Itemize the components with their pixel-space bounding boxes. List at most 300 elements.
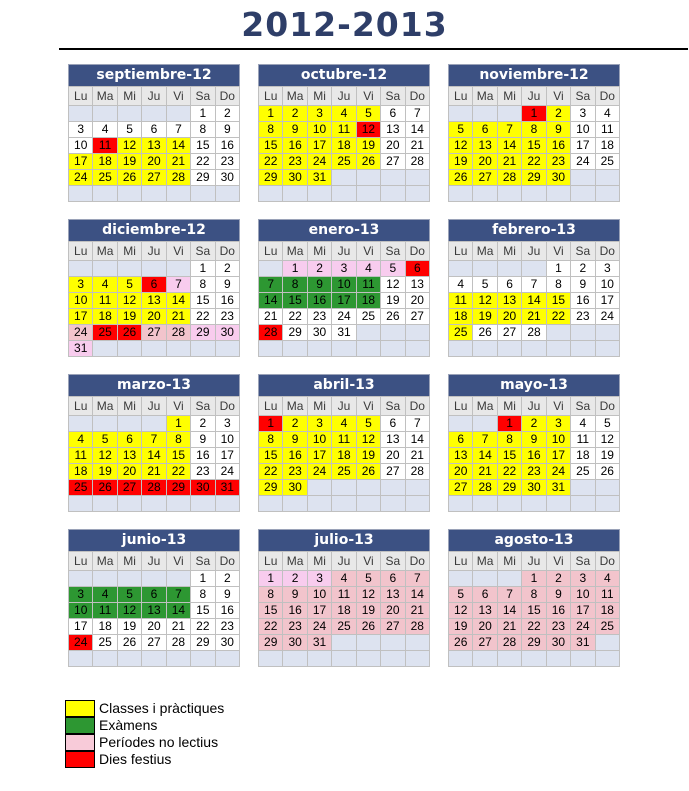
day-cell: 31: [547, 480, 571, 496]
day-cell: 4: [332, 571, 356, 587]
day-cell: 15: [498, 448, 522, 464]
day-cell: 17: [332, 293, 356, 309]
day-cell: 16: [216, 138, 240, 154]
month-days-grid: [448, 241, 620, 357]
day-cell: 30: [283, 635, 307, 651]
day-cell: 24: [216, 464, 240, 480]
empty-cell: [571, 651, 595, 667]
empty-cell: [332, 170, 356, 186]
day-cell: 20: [118, 464, 142, 480]
day-cell: 24: [69, 635, 93, 651]
empty-cell: [406, 480, 430, 496]
day-cell: 30: [283, 480, 307, 496]
month-title: diciembre-12: [68, 219, 240, 241]
empty-cell: [142, 571, 166, 587]
empty-cell: [449, 571, 473, 587]
month-calendar: [448, 374, 620, 512]
day-cell: 13: [142, 603, 166, 619]
day-cell: 10: [332, 277, 356, 293]
day-cell: 1: [191, 571, 215, 587]
empty-cell: [69, 496, 93, 512]
day-cell: 19: [118, 309, 142, 325]
empty-cell: [216, 341, 240, 357]
month-days-grid: [448, 86, 620, 202]
day-cell: 6: [142, 122, 166, 138]
day-cell: 9: [308, 277, 332, 293]
weekday-header: Do: [216, 87, 240, 106]
empty-cell: [547, 651, 571, 667]
day-cell: 5: [596, 416, 620, 432]
empty-cell: [473, 651, 497, 667]
day-cell: 23: [547, 154, 571, 170]
weekday-header: Ju: [142, 242, 166, 261]
empty-cell: [142, 651, 166, 667]
day-cell: 28: [406, 154, 430, 170]
day-cell: 21: [473, 464, 497, 480]
day-cell: 4: [93, 587, 117, 603]
day-cell: 3: [571, 106, 595, 122]
day-cell: 5: [357, 416, 381, 432]
day-cell: 22: [283, 309, 307, 325]
day-cell: 15: [547, 293, 571, 309]
day-cell: 12: [381, 277, 405, 293]
day-cell: 3: [571, 571, 595, 587]
day-cell: 2: [283, 571, 307, 587]
day-cell: 9: [283, 587, 307, 603]
day-cell: 29: [259, 480, 283, 496]
green-legend-swatch: [65, 717, 95, 734]
legend-label: Classes i pràctiques: [99, 700, 225, 716]
day-cell: 2: [547, 106, 571, 122]
day-cell: 13: [381, 587, 405, 603]
day-cell: 4: [93, 122, 117, 138]
weekday-header: Vi: [357, 242, 381, 261]
empty-cell: [118, 571, 142, 587]
empty-cell: [449, 106, 473, 122]
legend-item: [65, 700, 689, 717]
day-cell: 26: [381, 309, 405, 325]
page-title: 2012-2013: [241, 5, 448, 44]
day-cell: 24: [308, 619, 332, 635]
day-cell: 28: [522, 325, 546, 341]
empty-cell: [259, 496, 283, 512]
day-cell: 24: [596, 309, 620, 325]
day-cell: 31: [69, 341, 93, 357]
empty-cell: [381, 496, 405, 512]
empty-cell: [596, 496, 620, 512]
day-cell: 10: [308, 587, 332, 603]
empty-cell: [522, 341, 546, 357]
empty-cell: [381, 170, 405, 186]
day-cell: 11: [596, 122, 620, 138]
day-cell: 28: [142, 480, 166, 496]
empty-cell: [142, 496, 166, 512]
day-cell: 22: [191, 154, 215, 170]
day-cell: 27: [473, 635, 497, 651]
empty-cell: [473, 416, 497, 432]
legend-label: Dies festius: [99, 751, 172, 767]
day-cell: 22: [522, 154, 546, 170]
day-cell: 11: [69, 448, 93, 464]
day-cell: 27: [381, 619, 405, 635]
weekday-header: Ma: [283, 397, 307, 416]
day-cell: 28: [498, 635, 522, 651]
empty-cell: [142, 186, 166, 202]
empty-cell: [473, 496, 497, 512]
day-cell: 27: [142, 170, 166, 186]
empty-cell: [381, 651, 405, 667]
day-cell: 30: [547, 170, 571, 186]
day-cell: 18: [93, 154, 117, 170]
day-cell: 6: [142, 277, 166, 293]
empty-cell: [449, 341, 473, 357]
weekday-header: Sa: [191, 552, 215, 571]
empty-cell: [596, 480, 620, 496]
empty-cell: [308, 341, 332, 357]
day-cell: 23: [547, 619, 571, 635]
weekday-header: Ma: [283, 242, 307, 261]
empty-cell: [406, 651, 430, 667]
day-cell: 18: [596, 138, 620, 154]
day-cell: 20: [381, 138, 405, 154]
day-cell: 20: [473, 619, 497, 635]
empty-cell: [571, 325, 595, 341]
day-cell: 25: [571, 464, 595, 480]
empty-cell: [498, 106, 522, 122]
empty-cell: [381, 186, 405, 202]
day-cell: 12: [357, 587, 381, 603]
empty-cell: [473, 106, 497, 122]
weekday-header: Mi: [118, 397, 142, 416]
day-cell: 11: [332, 587, 356, 603]
red-legend-swatch: [65, 751, 95, 768]
empty-cell: [357, 325, 381, 341]
empty-cell: [167, 186, 191, 202]
day-cell: 1: [522, 106, 546, 122]
day-cell: 29: [191, 635, 215, 651]
day-cell: 27: [406, 309, 430, 325]
empty-cell: [522, 651, 546, 667]
empty-cell: [449, 186, 473, 202]
legend-item: [65, 717, 689, 734]
day-cell: 25: [596, 619, 620, 635]
day-cell: 16: [571, 293, 595, 309]
day-cell: 6: [381, 416, 405, 432]
weekday-header: Ju: [522, 87, 546, 106]
day-cell: 16: [547, 603, 571, 619]
day-cell: 9: [522, 432, 546, 448]
day-cell: 26: [357, 464, 381, 480]
day-cell: 8: [191, 277, 215, 293]
day-cell: 28: [406, 464, 430, 480]
day-cell: 11: [93, 603, 117, 619]
weekday-header: Do: [596, 87, 620, 106]
day-cell: 24: [69, 170, 93, 186]
month-days-grid: [258, 551, 430, 667]
day-cell: 26: [118, 325, 142, 341]
day-cell: 18: [357, 293, 381, 309]
empty-cell: [93, 341, 117, 357]
day-cell: 18: [596, 603, 620, 619]
empty-cell: [283, 341, 307, 357]
day-cell: 23: [571, 309, 595, 325]
month-days-grid: [448, 396, 620, 512]
day-cell: 12: [449, 603, 473, 619]
empty-cell: [406, 186, 430, 202]
day-cell: 14: [142, 448, 166, 464]
day-cell: 15: [259, 448, 283, 464]
day-cell: 27: [118, 480, 142, 496]
month-days-grid: [448, 551, 620, 667]
day-cell: 7: [142, 432, 166, 448]
day-cell: 9: [283, 122, 307, 138]
empty-cell: [69, 416, 93, 432]
day-cell: 19: [381, 293, 405, 309]
day-cell: 22: [259, 464, 283, 480]
weekday-header: Ma: [283, 552, 307, 571]
month-title: febrero-13: [448, 219, 620, 241]
day-cell: 19: [93, 464, 117, 480]
day-cell: 17: [596, 293, 620, 309]
day-cell: 19: [357, 138, 381, 154]
day-cell: 30: [308, 325, 332, 341]
empty-cell: [167, 341, 191, 357]
day-cell: 8: [522, 587, 546, 603]
day-cell: 10: [216, 432, 240, 448]
day-cell: 25: [93, 325, 117, 341]
day-cell: 21: [142, 464, 166, 480]
weekday-header: Ma: [93, 87, 117, 106]
day-cell: 25: [596, 154, 620, 170]
day-cell: 16: [191, 448, 215, 464]
month-calendar: [68, 219, 240, 357]
empty-cell: [93, 261, 117, 277]
empty-cell: [118, 341, 142, 357]
day-cell: 4: [571, 416, 595, 432]
legend_pink-legend-swatch: [65, 734, 95, 751]
weekday-header: Do: [406, 397, 430, 416]
weekday-header: Sa: [571, 242, 595, 261]
day-cell: 30: [547, 635, 571, 651]
legend-label: Exàmens: [99, 717, 158, 733]
day-cell: 17: [69, 154, 93, 170]
day-cell: 18: [332, 448, 356, 464]
day-cell: 4: [93, 277, 117, 293]
title-underline: [59, 48, 688, 50]
day-cell: 1: [547, 261, 571, 277]
weekday-header: Lu: [259, 242, 283, 261]
day-cell: 30: [216, 635, 240, 651]
day-cell: 17: [69, 619, 93, 635]
empty-cell: [406, 635, 430, 651]
day-cell: 17: [571, 603, 595, 619]
day-cell: 26: [118, 170, 142, 186]
day-cell: 12: [473, 293, 497, 309]
empty-cell: [473, 571, 497, 587]
legend: [65, 700, 689, 768]
months-grid: [68, 64, 689, 667]
empty-cell: [406, 496, 430, 512]
empty-cell: [498, 186, 522, 202]
day-cell: 22: [547, 309, 571, 325]
day-cell: 1: [498, 416, 522, 432]
day-cell: 25: [69, 480, 93, 496]
day-cell: 18: [449, 309, 473, 325]
day-cell: 8: [167, 432, 191, 448]
day-cell: 21: [406, 138, 430, 154]
day-cell: 8: [259, 432, 283, 448]
day-cell: 13: [381, 432, 405, 448]
day-cell: 15: [167, 448, 191, 464]
weekday-header: Vi: [357, 87, 381, 106]
day-cell: 25: [332, 154, 356, 170]
day-cell: 5: [449, 122, 473, 138]
day-cell: 6: [473, 122, 497, 138]
month-calendar: [448, 64, 620, 202]
weekday-header: Ju: [522, 397, 546, 416]
day-cell: 11: [93, 138, 117, 154]
empty-cell: [308, 496, 332, 512]
empty-cell: [167, 261, 191, 277]
day-cell: 26: [449, 170, 473, 186]
day-cell: 5: [118, 277, 142, 293]
day-cell: 12: [118, 293, 142, 309]
day-cell: 3: [308, 571, 332, 587]
day-cell: 27: [381, 154, 405, 170]
day-cell: 13: [406, 277, 430, 293]
day-cell: 15: [191, 603, 215, 619]
empty-cell: [142, 261, 166, 277]
day-cell: 14: [167, 138, 191, 154]
day-cell: 7: [498, 122, 522, 138]
day-cell: 16: [216, 603, 240, 619]
month-title: octubre-12: [258, 64, 430, 86]
day-cell: 30: [216, 325, 240, 341]
day-cell: 11: [449, 293, 473, 309]
empty-cell: [406, 325, 430, 341]
day-cell: 20: [381, 448, 405, 464]
day-cell: 20: [142, 309, 166, 325]
day-cell: 9: [547, 122, 571, 138]
day-cell: 4: [357, 261, 381, 277]
day-cell: 10: [69, 603, 93, 619]
day-cell: 22: [167, 464, 191, 480]
day-cell: 4: [332, 106, 356, 122]
empty-cell: [357, 635, 381, 651]
day-cell: 30: [191, 480, 215, 496]
day-cell: 12: [118, 603, 142, 619]
day-cell: 5: [93, 432, 117, 448]
empty-cell: [357, 651, 381, 667]
empty-cell: [308, 480, 332, 496]
empty-cell: [283, 651, 307, 667]
empty-cell: [596, 651, 620, 667]
day-cell: 9: [571, 277, 595, 293]
month-days-grid: [68, 551, 240, 667]
empty-cell: [93, 186, 117, 202]
day-cell: 5: [118, 122, 142, 138]
day-cell: 20: [498, 309, 522, 325]
day-cell: 11: [357, 277, 381, 293]
day-cell: 21: [406, 603, 430, 619]
weekday-header: Do: [216, 552, 240, 571]
empty-cell: [357, 186, 381, 202]
weekday-header: Do: [596, 397, 620, 416]
empty-cell: [93, 571, 117, 587]
day-cell: 29: [191, 325, 215, 341]
empty-cell: [332, 651, 356, 667]
day-cell: 29: [167, 480, 191, 496]
empty-cell: [449, 416, 473, 432]
day-cell: 13: [498, 293, 522, 309]
empty-cell: [167, 651, 191, 667]
empty-cell: [522, 261, 546, 277]
day-cell: 29: [191, 170, 215, 186]
day-cell: 7: [473, 432, 497, 448]
weekday-header: Vi: [547, 242, 571, 261]
day-cell: 26: [357, 154, 381, 170]
empty-cell: [118, 651, 142, 667]
legend-item: [65, 734, 689, 751]
day-cell: 23: [216, 154, 240, 170]
day-cell: 18: [93, 619, 117, 635]
day-cell: 16: [216, 293, 240, 309]
day-cell: 8: [283, 277, 307, 293]
day-cell: 9: [283, 432, 307, 448]
day-cell: 12: [596, 432, 620, 448]
empty-cell: [571, 496, 595, 512]
weekday-header: Lu: [259, 397, 283, 416]
weekday-header: Lu: [259, 87, 283, 106]
day-cell: 7: [498, 587, 522, 603]
day-cell: 23: [216, 309, 240, 325]
weekday-header: Lu: [69, 552, 93, 571]
empty-cell: [473, 186, 497, 202]
day-cell: 14: [406, 587, 430, 603]
day-cell: 28: [259, 325, 283, 341]
day-cell: 11: [332, 122, 356, 138]
day-cell: 16: [283, 138, 307, 154]
day-cell: 13: [449, 448, 473, 464]
day-cell: 29: [498, 480, 522, 496]
day-cell: 6: [449, 432, 473, 448]
day-cell: 3: [69, 277, 93, 293]
empty-cell: [167, 106, 191, 122]
day-cell: 12: [118, 138, 142, 154]
empty-cell: [283, 186, 307, 202]
weekday-header: Mi: [308, 397, 332, 416]
day-cell: 28: [406, 619, 430, 635]
day-cell: 25: [449, 325, 473, 341]
day-cell: 4: [69, 432, 93, 448]
day-cell: 8: [522, 122, 546, 138]
month-title: agosto-13: [448, 529, 620, 551]
day-cell: 28: [498, 170, 522, 186]
empty-cell: [93, 496, 117, 512]
day-cell: 1: [283, 261, 307, 277]
empty-cell: [381, 480, 405, 496]
day-cell: 10: [547, 432, 571, 448]
day-cell: 24: [332, 309, 356, 325]
weekday-header: Sa: [191, 397, 215, 416]
day-cell: 8: [191, 122, 215, 138]
day-cell: 30: [283, 170, 307, 186]
empty-cell: [283, 496, 307, 512]
day-cell: 6: [406, 261, 430, 277]
weekday-header: Vi: [167, 87, 191, 106]
day-cell: 20: [381, 603, 405, 619]
empty-cell: [596, 341, 620, 357]
